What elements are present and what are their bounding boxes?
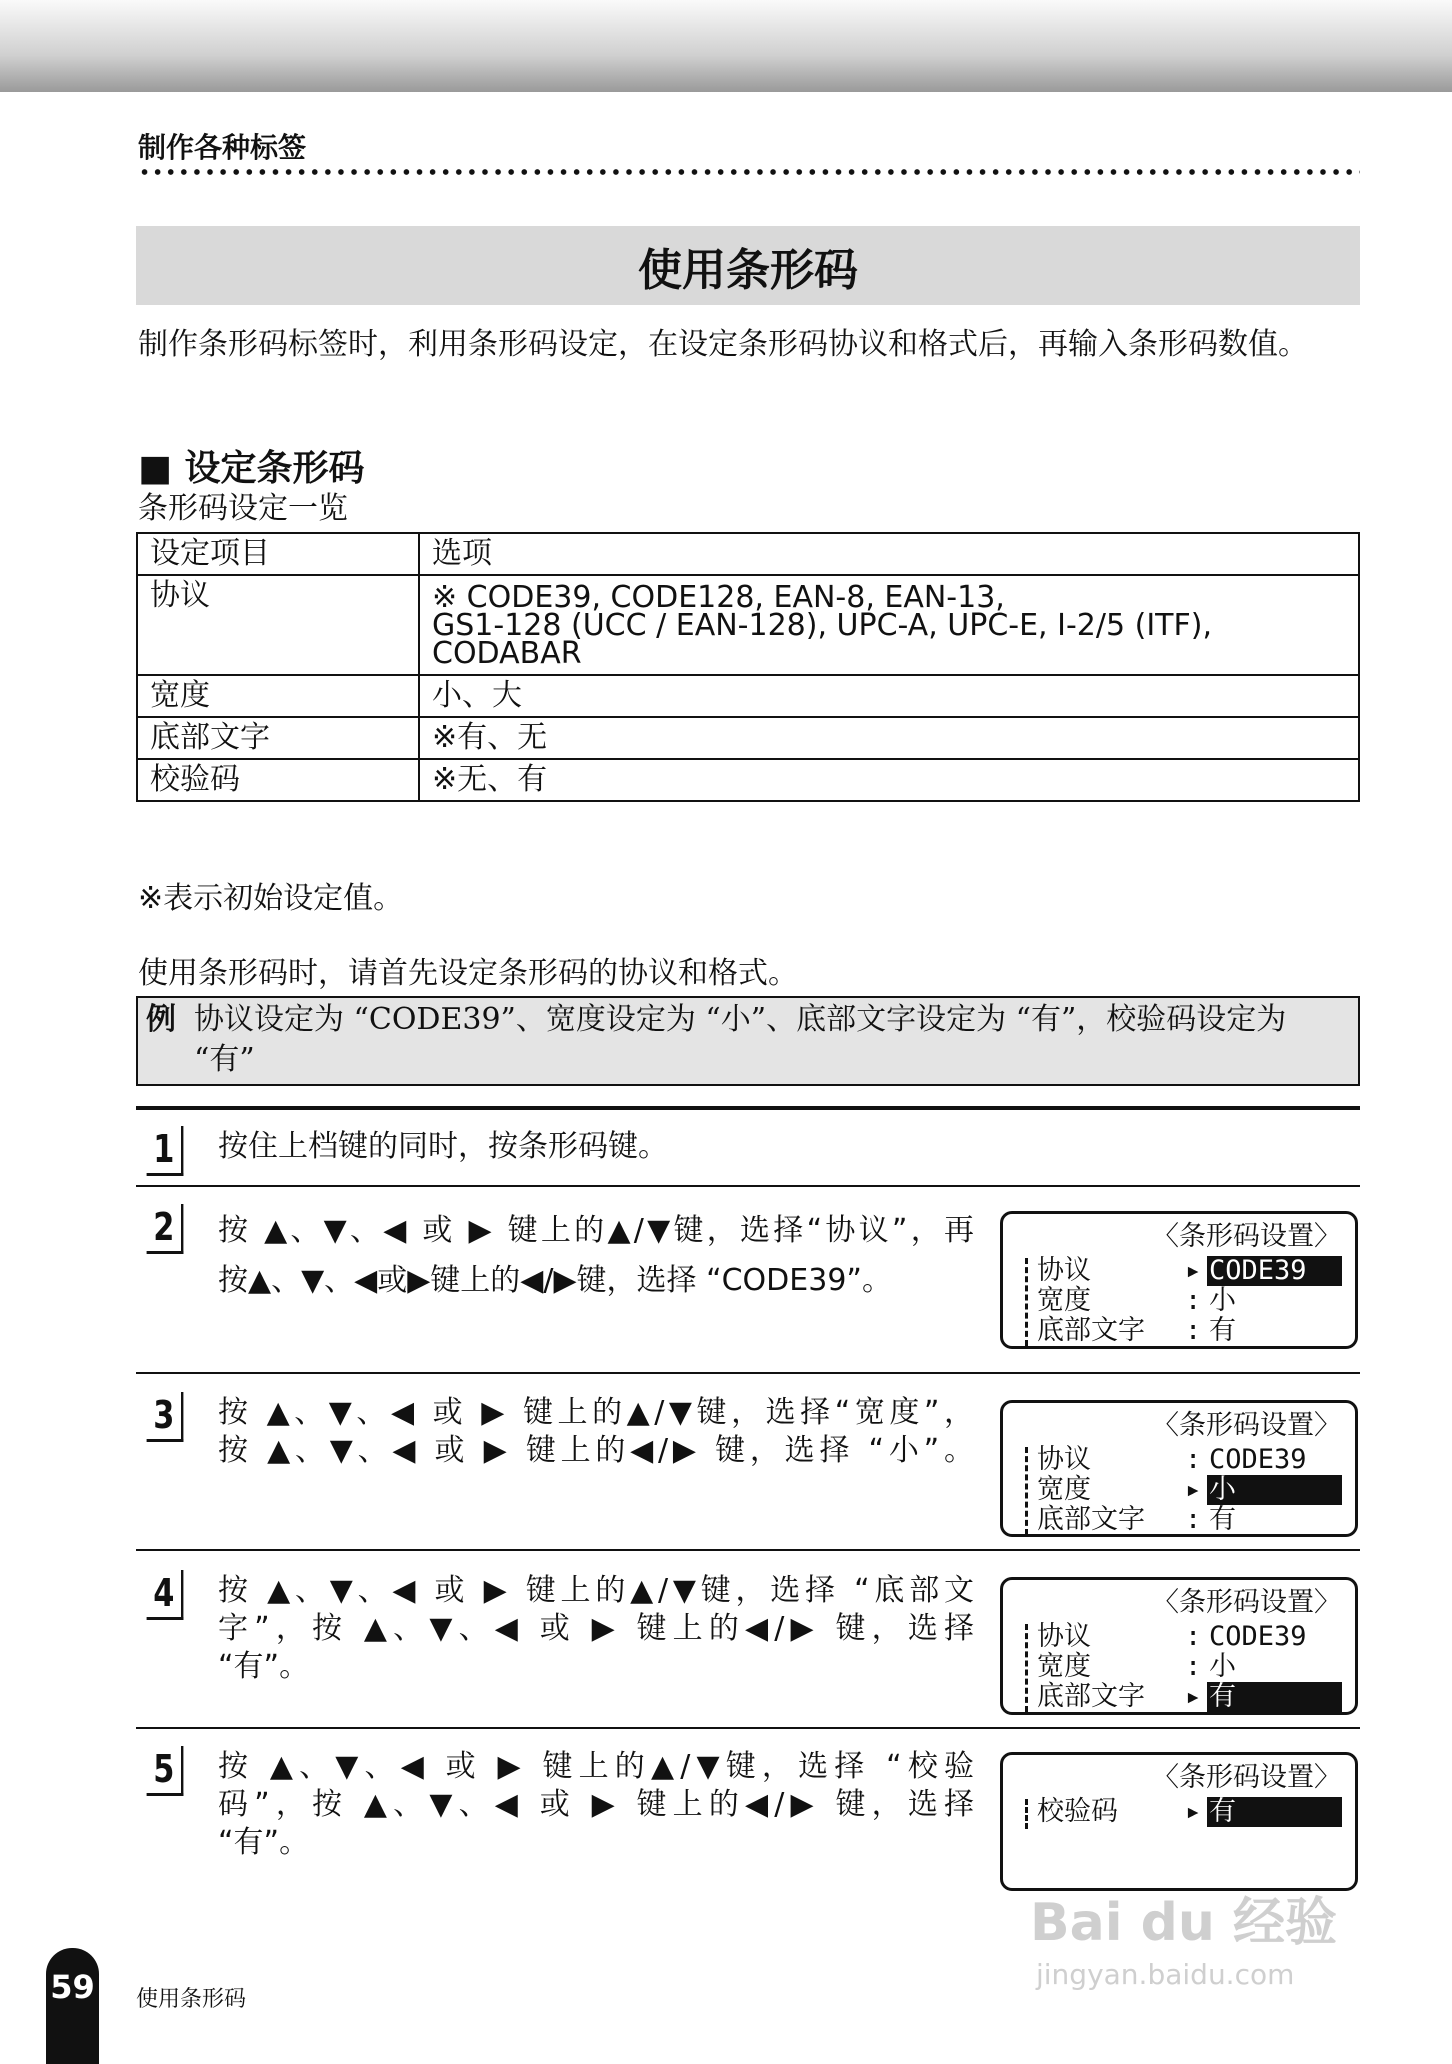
table-caption: 条形码设定一览	[138, 491, 348, 526]
step-2-text: 按 ▲、▼、◀ 或 ▶ 键上的▲/▼键，选择“协议”，再 按▲、▼、◀或▶键上的◀/▶键，选择 “CODE39”。	[218, 1213, 974, 1298]
section-heading: ■ 设定条形码	[138, 448, 365, 489]
divider	[136, 1727, 1360, 1729]
step-4-text: 按 ▲、▼、◀ 或 ▶ 键上的▲/▼键，选择 “底部文 字”，按 ▲、▼、◀ 或 ▶ 键上的◀/▶ 键，选择 “有”。	[218, 1573, 974, 1684]
chapter-header: 制作各种标签	[138, 131, 307, 164]
selected-value: 有	[1207, 1797, 1342, 1827]
dotted-divider	[138, 168, 1360, 176]
selected-value: 有	[1207, 1682, 1342, 1712]
default-note: ※表示初始设定值。	[138, 881, 404, 916]
step-number: 3	[147, 1392, 184, 1442]
example-box	[136, 996, 1360, 1086]
watermark-logo: Bai du 经验	[1030, 1893, 1337, 1953]
lcd-screen-protocol: 〈条形码设置〉 协议 ▸ CODE39 宽度 : 小 底部文字 : 有	[1000, 1211, 1358, 1349]
lcd-screen-width: 〈条形码设置〉 协议 : CODE39 宽度 ▸ 小 底部文字 : 有	[1000, 1400, 1358, 1537]
page-number: 59	[46, 1948, 99, 2064]
divider	[136, 1372, 1360, 1374]
lcd-title: 〈条形码设置〉	[1152, 1221, 1341, 1252]
barcode-settings-table	[136, 532, 1360, 802]
table-row	[137, 575, 1359, 675]
table-row	[137, 675, 1359, 717]
step-number: 5	[147, 1746, 184, 1796]
header-cell: 选项	[419, 533, 1359, 575]
step-5-text: 按 ▲、▼、◀ 或 ▶ 键上的▲/▼键，选择 “校验 码”，按 ▲、▼、◀ 或 ▶ 键上的◀/▶ 键，选择 “有”。	[218, 1749, 974, 1860]
selected-value: 小	[1207, 1475, 1342, 1505]
table-row	[137, 759, 1359, 801]
intro-paragraph: 制作条形码标签时，利用条形码设定，在设定条形码协议和格式后，再输入条形码数值。	[138, 327, 1308, 362]
lcd-screen-bottom-text: 〈条形码设置〉 协议 : CODE39 宽度 : 小 底部文字 ▸ 有	[1000, 1577, 1358, 1715]
step-3-text: 按 ▲、▼、◀ 或 ▶ 键上的▲/▼键，选择“宽度”， 按 ▲、▼、◀ 或 ▶ 键上的◀/▶ 键，选择 “小”。	[218, 1395, 974, 1468]
step-number: 4	[147, 1570, 184, 1620]
header-cell: 设定项目	[137, 533, 419, 575]
divider	[136, 1106, 1360, 1110]
divider	[136, 1185, 1360, 1187]
footer-section: 使用条形码	[136, 1987, 247, 2012]
divider	[136, 1549, 1360, 1551]
step-1-text: 按住上档键的同时，按条形码键。	[218, 1129, 668, 1164]
table-row	[137, 717, 1359, 759]
page-title: 使用条形码	[136, 226, 1360, 305]
cell: 小、大	[419, 675, 1359, 717]
cell: ※ CODE39, CODE128, EAN-8, EAN-13, GS1-128 (UCC / EAN-128), UPC-A, UPC-E, I-2/5 (ITF), CODABAR	[419, 575, 1359, 675]
selected-value: CODE39	[1207, 1256, 1342, 1286]
step-number: 2	[147, 1204, 184, 1254]
example-text: 协议设定为 “CODE39”、宽度设定为 “小”、底部文字设定为 “有”，校验码设定为 “有”	[194, 1002, 1287, 1077]
scroll-indicator	[1025, 1258, 1028, 1346]
table-header-row	[137, 533, 1359, 575]
usage-text: 使用条形码时，请首先设定条形码的协议和格式。	[138, 956, 798, 991]
top-banner	[0, 0, 1452, 92]
cell: 协议	[137, 575, 419, 675]
cell: 宽度	[137, 675, 419, 717]
step-number: 1	[147, 1126, 184, 1176]
cell: ※有、无	[419, 717, 1359, 759]
cell: 底部文字	[137, 717, 419, 759]
cell: ※无、有	[419, 759, 1359, 801]
lcd-screen-check-digit: 〈条形码设置〉 校验码 ▸ 有	[1000, 1752, 1358, 1891]
cell: 校验码	[137, 759, 419, 801]
example-label: 例	[146, 1002, 176, 1037]
watermark-url: jingyan.baidu.com	[1036, 1958, 1295, 1991]
